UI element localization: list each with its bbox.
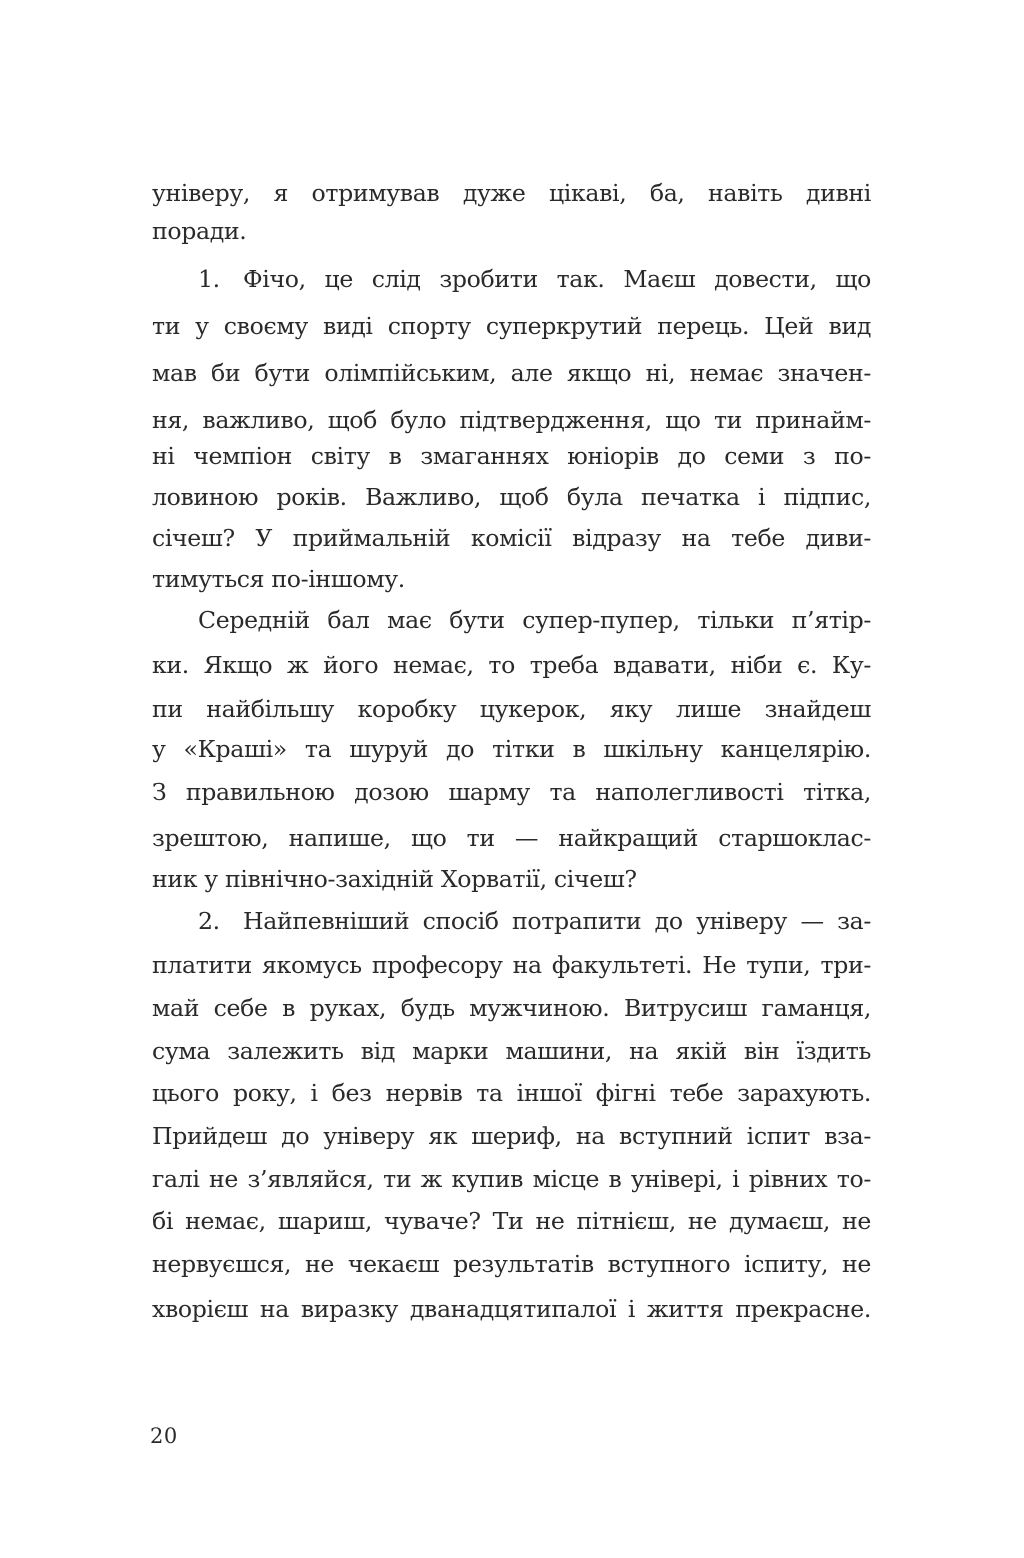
text-line: зрештою, напише, що ти — найкращий старшоклас- (152, 824, 871, 852)
text-line: ловиною років. Важливо, щоб була печатка і підпис, (152, 483, 871, 511)
text-line: сума залежить від марки машини, на якій він їздить (152, 1037, 871, 1065)
text-line: січеш? У приймальній комісії відразу на тебе диви- (152, 524, 871, 552)
text-line: ки. Якщо ж його немає, то треба вдавати, ніби є. Ку- (152, 651, 871, 679)
text-line: галі не з’являйся, ти ж купив місце в універі, і рівних то- (152, 1165, 871, 1193)
text-line: у «Краші» та шуруй до тітки в шкільну канцелярію. (152, 735, 871, 763)
text-line: Прийдеш до універу як шериф, на вступний іспит вза- (152, 1122, 871, 1150)
text-line: ник у північно-західній Хорватії, січеш? (152, 865, 637, 893)
text-line: тимуться по-іншому. (152, 565, 405, 593)
text-line: хворієш на виразку дванадцятипалої і життя прекрасне. (152, 1295, 871, 1323)
text-line: пи найбільшу коробку цукерок, яку лише знайдеш (152, 695, 871, 723)
text-line: 2. Найпевніший спосіб потрапити до універу — за- (198, 907, 871, 935)
text-line: нервуєшся, не чекаєш результатів вступного іспиту, не (152, 1250, 871, 1278)
text-line: цього року, і без нервів та іншої фігні тебе зарахують. (152, 1079, 871, 1107)
text-line: ти у своєму виді спорту суперкрутий перець. Цей вид (152, 312, 871, 340)
text-line: універу, я отримував дуже цікаві, ба, навіть дивні (152, 179, 871, 207)
text-line: платити якомусь професору на факультеті. Не тупи, три- (152, 951, 871, 979)
text-line: бі немає, шариш, чуваче? Ти не пітнієш, не думаєш, не (152, 1207, 871, 1235)
page-number: 20 (150, 1424, 178, 1448)
text-line: поради. (152, 217, 247, 245)
text-line: 1. Фічо, це слід зробити так. Маєш довести, що (198, 265, 871, 293)
text-line: ні чемпіон світу в змаганнях юніорів до семи з по- (152, 442, 871, 470)
text-line: ня, важливо, щоб було підтвердження, що ти принайм- (152, 406, 871, 434)
text-line: З правильною дозою шарму та наполегливості тітка, (152, 778, 871, 806)
text-line: май себе в руках, будь мужчиною. Витрусиш гаманця, (152, 994, 871, 1022)
text-line: Середній бал має бути супер-пупер, тільки п’ятір- (198, 606, 871, 634)
text-line: мав би бути олімпійським, але якщо ні, немає значен- (152, 359, 871, 387)
